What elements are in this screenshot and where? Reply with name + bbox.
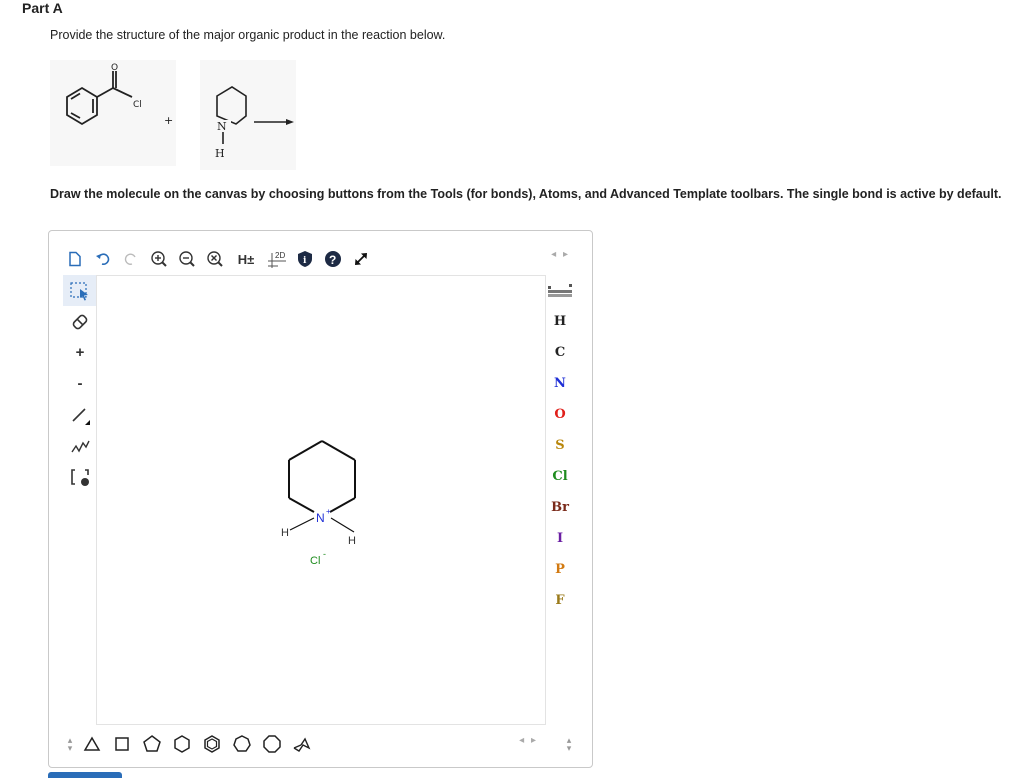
atoms-toolbar (544, 275, 576, 616)
atom-button-cl[interactable]: Cl (552, 469, 568, 484)
svg-text:?: ? (329, 253, 337, 267)
molecule-editor (48, 230, 593, 768)
reaction-drawing (50, 58, 300, 173)
drawing-canvas[interactable] (96, 275, 546, 725)
atom-button-c[interactable]: C (554, 345, 566, 360)
carbonyl-oxygen-label: O (111, 63, 119, 73)
part-title: Part A (22, 0, 63, 16)
pentagon-template[interactable] (137, 729, 167, 759)
atom-button-br[interactable]: Br (551, 500, 569, 515)
piperidine-hydrogen-label: H (215, 147, 225, 160)
template-scroll-updown-right[interactable]: ▴ ▾ (566, 735, 572, 753)
periodic-table-icon[interactable] (544, 275, 576, 306)
drawing-instructions: Draw the molecule on the canvas by choosing buttons from the Tools (for bonds), Atoms, and Advanced Template toolbars. The single bond is active by default. (50, 187, 1002, 201)
clear-icon[interactable] (203, 247, 227, 271)
svg-text:i: i (303, 256, 307, 266)
octagon-template[interactable] (257, 729, 287, 759)
select-tool[interactable] (63, 275, 97, 306)
canvas-nitrogen-label: N (316, 511, 325, 525)
canvas-nitrogen-charge: + (326, 507, 331, 516)
toolbar-scroll-arrows[interactable]: ◂ ▸ (551, 249, 570, 260)
submit-button-edge[interactable] (48, 772, 122, 778)
redo-icon[interactable] (119, 247, 143, 271)
canvas-molecule (97, 276, 545, 724)
undo-icon[interactable] (91, 247, 115, 271)
atom-button-o[interactable]: O (554, 407, 566, 422)
eraser-tool[interactable] (63, 306, 97, 337)
atom-button-i[interactable]: I (556, 531, 564, 546)
canvas-chloride-charge: - (323, 549, 326, 559)
atom-button-h[interactable]: H (553, 314, 567, 329)
new-document-icon[interactable] (63, 247, 87, 271)
single-bond-tool[interactable] (63, 399, 97, 430)
template-toolbar (63, 727, 578, 761)
canvas-hydrogen-left: H (281, 527, 289, 539)
atom-button-p[interactable]: P (555, 562, 565, 577)
charge-plus-tool[interactable]: + (75, 344, 85, 361)
reaction-scheme (50, 58, 300, 173)
atom-button-f[interactable]: F (555, 593, 565, 608)
triangle-template[interactable] (77, 729, 107, 759)
heptagon-template[interactable] (227, 729, 257, 759)
help-icon[interactable] (321, 247, 345, 271)
atom-button-s[interactable]: S (555, 438, 565, 453)
plus-sign: + (164, 114, 174, 127)
zoom-out-icon[interactable] (175, 247, 199, 271)
sgroup-bracket-tool[interactable] (63, 461, 97, 492)
clean-2d-button[interactable] (265, 247, 289, 271)
square-template[interactable] (107, 729, 137, 759)
charge-minus-tool[interactable]: - (77, 375, 83, 392)
benzene-template[interactable] (197, 729, 227, 759)
atom-list (544, 306, 576, 616)
chain-tool[interactable] (63, 430, 97, 461)
piperidine-nitrogen-label: N (217, 120, 227, 133)
chair-template[interactable] (287, 729, 317, 759)
info-icon[interactable] (293, 247, 317, 271)
hydrogen-toggle-button[interactable]: H± (237, 251, 255, 267)
canvas-chloride-label: Cl (310, 555, 321, 567)
clean-2d-label: 2D (275, 251, 286, 260)
tools-toolbar (63, 275, 97, 492)
question-prompt: Provide the structure of the major organic product in the reaction below. (50, 28, 446, 42)
atom-button-n[interactable]: N (554, 376, 566, 391)
chlorine-label: Cl (133, 100, 142, 110)
fullscreen-icon[interactable] (349, 247, 373, 271)
zoom-in-icon[interactable] (147, 247, 171, 271)
hexagon-template[interactable] (167, 729, 197, 759)
template-scroll-updown-left[interactable]: ▴ ▾ (67, 735, 73, 753)
main-toolbar (63, 245, 377, 273)
template-scroll-arrows[interactable]: ◂ ▸ (519, 735, 538, 746)
canvas-hydrogen-right: H (348, 535, 356, 547)
